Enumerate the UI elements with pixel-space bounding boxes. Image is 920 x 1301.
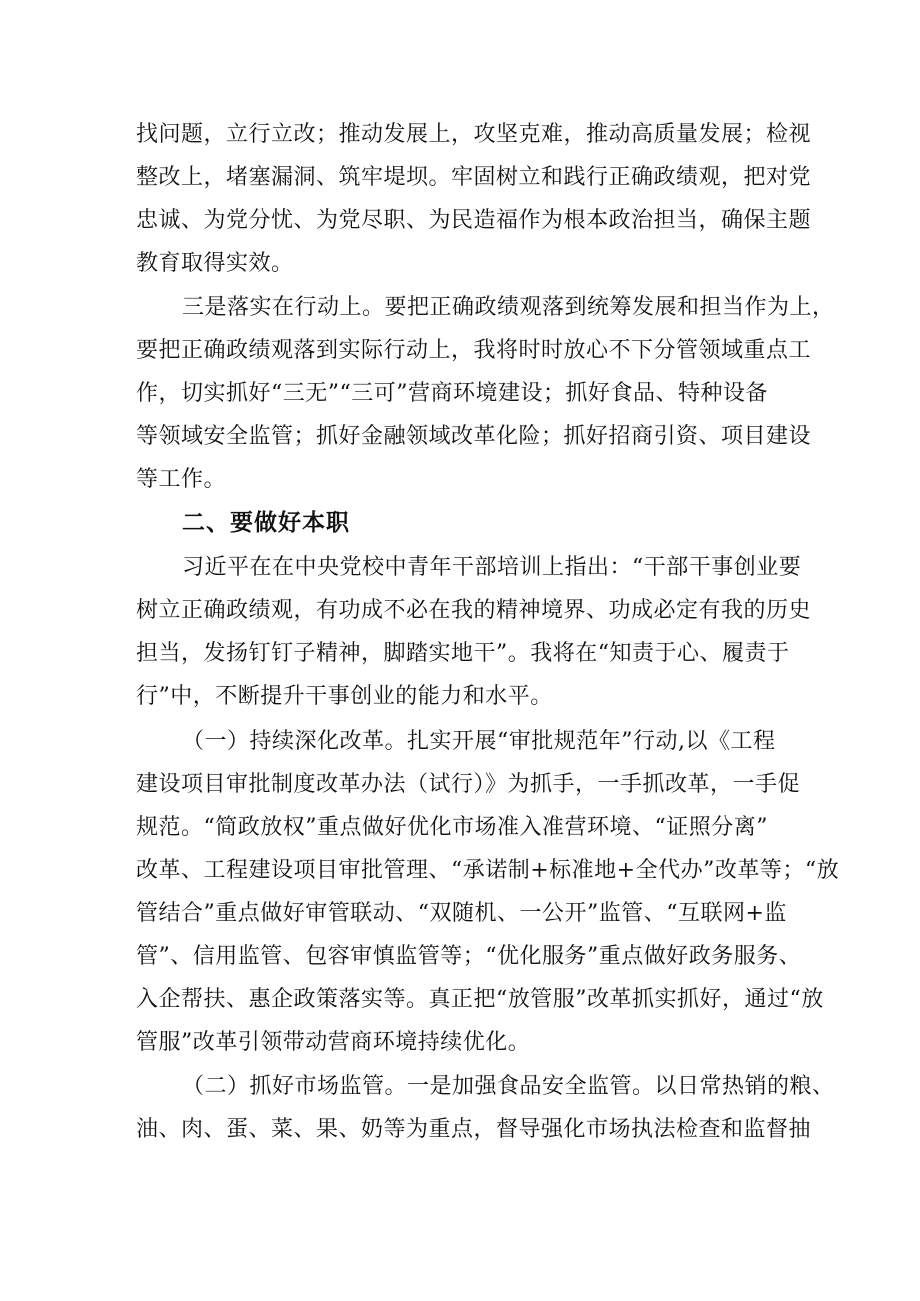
paragraph-4-line-5: 管结合”重点做好审管联动、“双随机、一公开”监管、“互联网+监 [136, 901, 787, 926]
paragraph-3-line-2: 树立正确政绩观，有功成不必在我的精神境界、功成必定有我的历史 [136, 598, 812, 623]
paragraph-1-line-1: 找问题，立行立改；推动发展上，攻坚克难，推动高质量发展；检视 [136, 122, 812, 147]
paragraph-3-line-3: 担当，发扬钉钉子精神，脚踏实地干”。我将在“知责于心、履责于 [136, 641, 790, 666]
section-heading: 二、要做好本职 [182, 510, 350, 536]
paragraph-4-line-3: 规范。“简政放权”重点做好优化市场准入准营环境、“证照分离” [136, 815, 768, 840]
paragraph-3-line-1: 习近平在在中央党校中青年干部培训上指出：“干部干事创业要 [182, 555, 802, 580]
paragraph-4-line-7: 入企帮扶、惠企政策落实等。真正把“放管服”改革抓实抓好，通过“放 [136, 987, 824, 1012]
paragraph-4-line-8: 管服”改革引领带动营商环境持续优化。 [136, 1030, 531, 1055]
paragraph-4-line-4: 改革、工程建设项目审批管理、“承诺制+标准地+全代办”改革等；“放 [136, 858, 840, 883]
paragraph-2-line-3: 作，切实抓好“三无”“三可”营商环境建设；抓好食品、特种设备 [136, 381, 768, 406]
paragraph-4-line-6: 管”、信用监管、包容审慎监管等；“优化服务”重点做好政务服务、 [136, 944, 802, 969]
paragraph-5-line-1: （二）抓好市场监管。一是加强食品安全监管。以日常热销的粮、 [182, 1074, 835, 1099]
paragraph-1-line-4: 教育取得实效。 [136, 251, 294, 276]
paragraph-2-line-2: 要把正确政绩观落到实际行动上，我将时时放心不下分管领域重点工 [136, 338, 812, 363]
paragraph-2-line-4: 等领域安全监管；抓好金融领域改革化险；抓好招商引资、项目建设 [136, 424, 812, 449]
paragraph-2-line-5: 等工作。 [136, 467, 227, 492]
paragraph-3-line-4: 行”中，不断提升干事创业的能力和水平。 [136, 684, 553, 709]
paragraph-4-line-2: 建设项目审批制度改革办法（试行）》为抓手，一手抓改革，一手促 [136, 772, 801, 797]
paragraph-1-line-3: 忠诚、为党分忧、为党尽职、为民造福作为根本政治担当，确保主题 [136, 208, 812, 233]
paragraph-1-line-2: 整改上，堵塞漏洞、筑牢堤坝。牢固树立和践行正确政绩观，把对党 [136, 165, 812, 190]
paragraph-4-line-1: （一）持续深化改革。扎实开展“审批规范年”行动,以《工程 [182, 729, 776, 754]
paragraph-5-line-2: 油、肉、蛋、菜、果、奶等为重点，督导强化市场执法检查和监督抽 [136, 1117, 812, 1142]
paragraph-2-line-1: 三是落实在行动上。要把正确政绩观落到统筹发展和担当作为上， [182, 295, 835, 320]
